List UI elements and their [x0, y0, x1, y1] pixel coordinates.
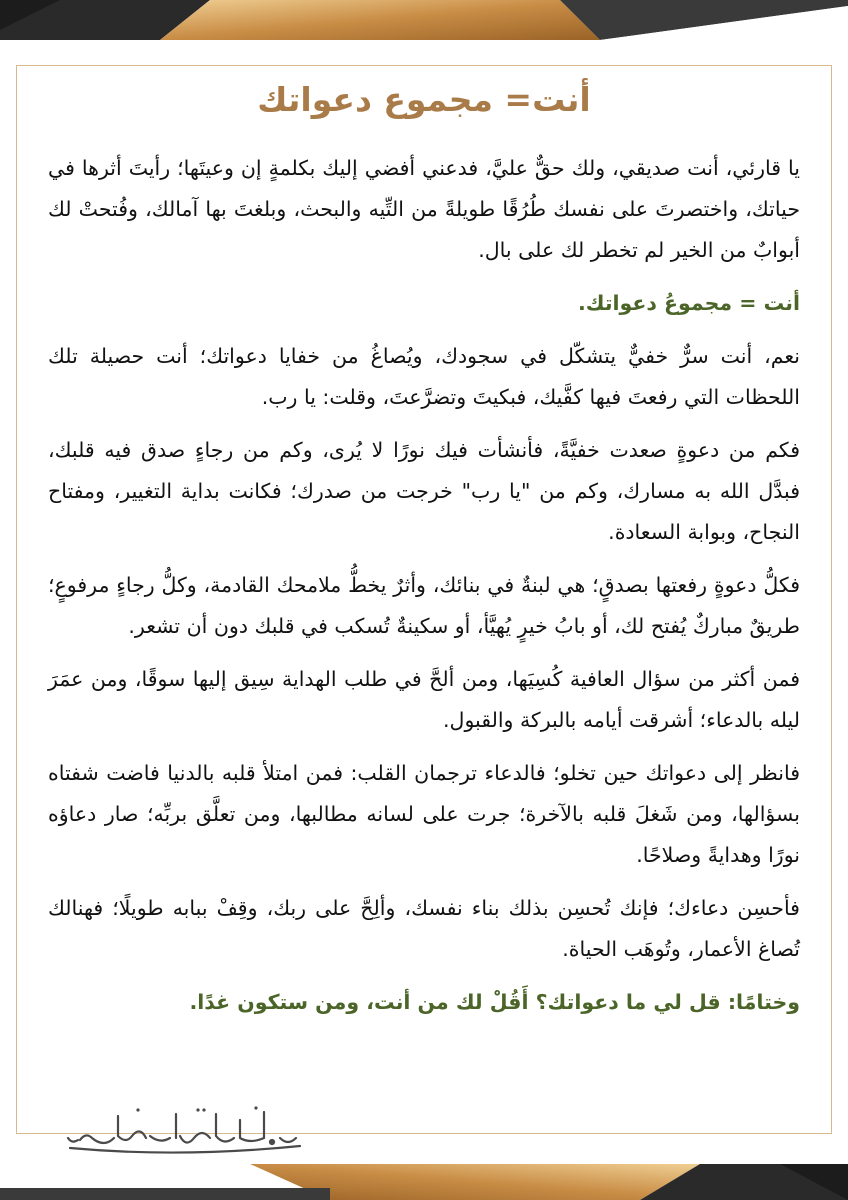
paragraph-how-many: فكم من دعوةٍ صعدت خفيَّةً، فأنشأت فيك نورًا لا يُرى، وكم من رجاءٍ صدق فيه قلبك، فبدَّل الله به مسارك، وكم من "يا رب" خرجت من صدرك؛ فكانت بداية التغيير، ومفتاح النجاح، وبوابة السعادة.: [48, 438, 800, 544]
paragraph-improve-prayer: فأحسِن دعاءك؛ فإنك تُحسِن بذلك بناء نفسك، وألِحَّ على ربك، وقِفْ ببابه طويلًا؛ فهنالك تُصاغ الأعمار، وتُوهَب الحياة.: [48, 896, 800, 961]
paragraph-look-at-prayers: فانظر إلى دعواتك حين تخلو؛ فالدعاء ترجمان القلب: فمن امتلأ قلبه بالدنيا فاضت شفتاه بسؤالها، ومن شَغلَ قلبه بالآخرة؛ جرت على لسانه مطالبها، ومن تعلَّق بربِّه؛ صار دعاؤه نورًا وهدايةً وصلاحًا.: [48, 761, 800, 867]
top-corner-decoration: [0, 0, 848, 58]
signature-calligraphy: [60, 1098, 310, 1160]
highlight-statement: أنت = مجموعُ دعواتك.: [577, 291, 800, 315]
page-title: أنت= مجموع دعواتك: [257, 80, 591, 119]
paragraph-closing: وختامًا: قل لي ما دعواتك؟ أَقُلْ لك من أنت، ومن ستكون غدًا.: [189, 990, 800, 1014]
paragraph-secret: نعم، أنت سرٌّ خفيٌّ يتشكّل في سجودك، ويُصاغُ من خفايا دعواتك؛ أنت حصيلة تلك اللحظات التي رفعتَ فيها كفَّيك، فبكيتَ وتضرَّعتَ، وقلت: يا رب.: [48, 344, 800, 409]
paragraph-every-prayer: فكلُّ دعوةٍ رفعتها بصدقٍ؛ هي لبنةٌ في بنائك، وأثرٌ يخطُّ ملامحك القادمة، وكلُّ رجاءٍ مرفوعٍ؛ طريقٌ مباركٌ يُفتح لك، أو بابُ خيرٍ يُهيَّأ، أو سكينةٌ تُسكب في قلبك دون أن تشعر.: [48, 573, 800, 638]
paragraph-intro: يا قارئي، أنت صديقي، ولك حقٌّ عليَّ، فدعني أفضي إليك بكلمةٍ إن وعيتَها؛ رأيتَ أثرها في حياتك، واختصرتَ على نفسك طُرُقًا طويلةً من التِّيه والبحث، وبلغتَ بها آمالك، وفُتحتْ لك أبوابٌ من الخير لم تخطر لك على بال.: [48, 156, 800, 262]
paragraph-whoever-asks: فمن أكثر من سؤال العافية كُسِيَها، ومن ألحَّ في طلب الهداية سِيق إليها سوقًا، ومن عمَرَ ليله بالدعاء؛ أشرقت أيامه بالبركة والقبول.: [48, 667, 800, 732]
article-body: [48, 148, 800, 1035]
